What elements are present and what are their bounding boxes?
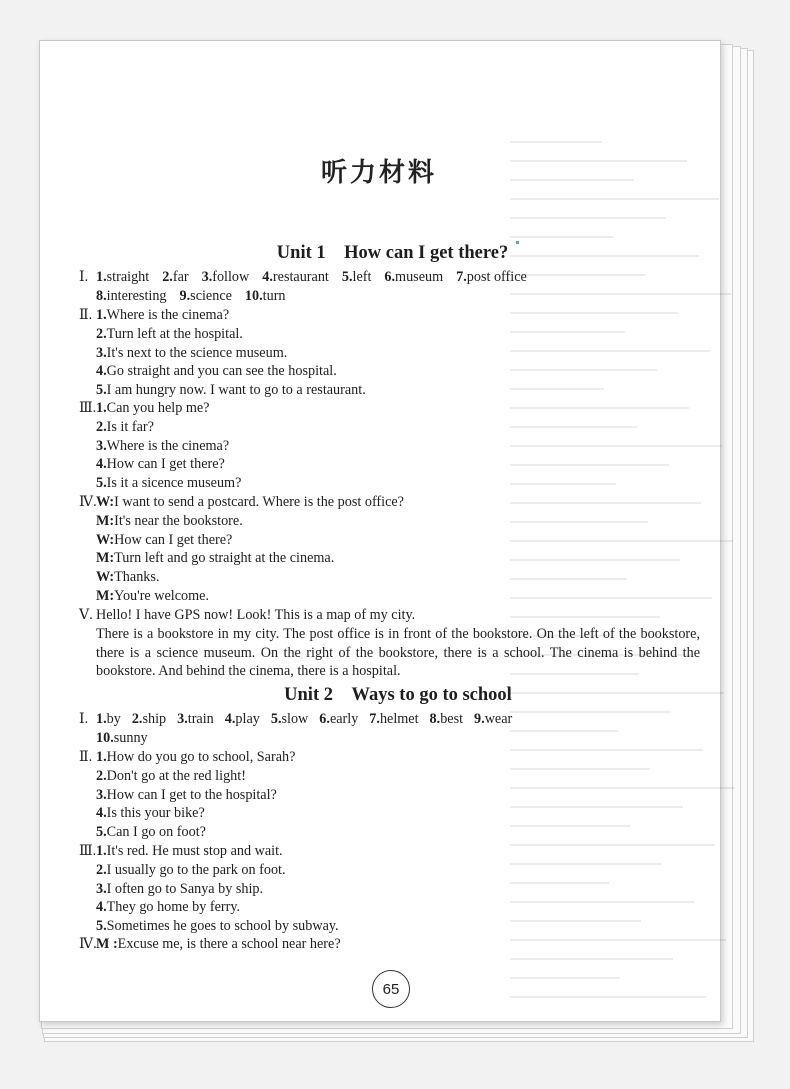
- item-text: best: [440, 711, 464, 727]
- item-text: Don't go at the red light!: [106, 767, 246, 784]
- item-text: train: [187, 711, 214, 727]
- item-number: 6.: [384, 269, 396, 285]
- item-number: 5.: [96, 824, 107, 841]
- dialogue-text: You're welcome.: [114, 587, 210, 604]
- item-text: They go home by ferry.: [106, 899, 241, 916]
- answer-word: [225, 710, 260, 729]
- answer-word: [262, 268, 329, 287]
- text-line: [79, 842, 700, 861]
- answer-word: [474, 710, 512, 729]
- text-line: [96, 568, 700, 587]
- answer-word: [96, 268, 149, 287]
- text-line: [96, 455, 700, 474]
- item-text: left: [352, 269, 372, 285]
- item-number: 8.: [429, 711, 441, 727]
- section-4: [79, 935, 700, 954]
- section-1: [79, 710, 700, 748]
- text-line: [79, 399, 700, 418]
- page-number: 65: [372, 970, 410, 1008]
- text-line: [96, 325, 700, 344]
- item-text: follow: [212, 269, 250, 285]
- dialogue-text: Turn left and go straight at the cinema.: [114, 550, 335, 567]
- text-line: [79, 748, 700, 767]
- decorative-mark: [516, 241, 519, 244]
- item-text: Is it far?: [106, 418, 154, 435]
- text-line: [79, 710, 700, 729]
- item-text: turn: [262, 287, 286, 304]
- answer-word: [271, 710, 308, 729]
- item-number: 7.: [456, 269, 467, 285]
- answer-word: [177, 710, 214, 729]
- item-number: 5.: [96, 918, 107, 935]
- section-numeral: Ⅱ.: [79, 749, 93, 765]
- item-number: 1.: [96, 711, 107, 727]
- text-line: [96, 861, 700, 880]
- section-3: [79, 399, 700, 493]
- answer-word: [384, 268, 443, 287]
- unit-title: Unit 2 Ways to go to school: [284, 685, 512, 705]
- item-number: 5.: [341, 269, 353, 285]
- text-line: [96, 531, 700, 550]
- item-number: 3.: [177, 711, 188, 727]
- item-number: 4.: [262, 269, 273, 285]
- item-number: 2.: [96, 861, 107, 878]
- text-line: [96, 381, 700, 400]
- item-text: science: [190, 287, 232, 304]
- passage-first-line: Hello! I have GPS now! Look! This is a map of my city.: [96, 607, 416, 623]
- text-line: [96, 287, 700, 306]
- dialogue-text: It's near the bookstore.: [114, 512, 243, 529]
- section-4: [79, 493, 700, 606]
- item-text: How can I get to the hospital?: [106, 786, 277, 803]
- item-number: 3.: [96, 880, 107, 897]
- text-line: [96, 418, 700, 437]
- item-text: It's next to the science museum.: [106, 344, 288, 361]
- answer-word: [96, 710, 121, 729]
- answer-word: [202, 268, 250, 287]
- item-number: 6.: [319, 711, 330, 727]
- item-number: 2.: [96, 325, 107, 342]
- text-line: [79, 606, 700, 625]
- item-text: Is it a sicence museum?: [106, 475, 242, 492]
- item-number: 1.: [96, 843, 107, 859]
- item-number: 2.: [96, 767, 107, 784]
- item-number: 9.: [179, 287, 191, 304]
- text-line: [79, 493, 700, 512]
- item-number: 2.: [131, 711, 143, 727]
- item-text: by: [106, 711, 121, 727]
- text-line: [79, 268, 700, 287]
- text-line: [96, 549, 700, 568]
- answer-word: [369, 710, 418, 729]
- section-numeral: Ⅲ.: [79, 843, 97, 859]
- section-5: [79, 606, 700, 681]
- item-number: 4.: [96, 899, 107, 916]
- item-number: 3.: [96, 344, 107, 361]
- item-text: ship: [142, 711, 167, 727]
- answer-word: [342, 268, 372, 287]
- item-number: 2.: [162, 269, 173, 285]
- passage-paragraph: There is a bookstore in my city. The post office is in front of the bookstore. On the left of the bookstore, there is a science museum. On the right of the bookstore, there is a school. The cinema is behind the bookstore. And behind the cinema, there is a hospital.: [96, 625, 700, 680]
- item-number: 5.: [96, 475, 107, 492]
- text-line: [96, 786, 700, 805]
- section-3: [79, 842, 700, 936]
- text-line: [96, 823, 700, 842]
- item-number: 2.: [96, 418, 107, 435]
- text-line: [96, 898, 700, 917]
- text-line: [96, 344, 700, 363]
- section-numeral: Ⅳ.: [79, 494, 97, 510]
- item-number: 5.: [96, 382, 107, 399]
- item-number: 9.: [474, 711, 485, 727]
- answer-word: [456, 268, 527, 287]
- page-title: 听力材料: [320, 158, 437, 188]
- item-text: post office: [466, 269, 527, 285]
- item-text: early: [329, 711, 359, 727]
- text-line: [96, 362, 700, 381]
- item-text: How do you go to school, Sarah?: [106, 749, 296, 765]
- speaker-label: W:: [96, 531, 115, 548]
- text-line: [96, 917, 700, 936]
- item-number: 10.: [96, 729, 114, 746]
- item-number: 1.: [96, 400, 107, 416]
- section-numeral: Ⅰ.: [79, 711, 89, 727]
- section-1: [79, 268, 700, 306]
- text-line: [79, 306, 700, 325]
- speaker-label: W:: [96, 569, 115, 586]
- answer-word: [430, 710, 464, 729]
- item-number: 3.: [96, 437, 107, 454]
- text-line: [79, 935, 700, 954]
- speaker-label: M:: [96, 587, 115, 604]
- item-number: 5.: [270, 711, 282, 727]
- item-text: Can you help me?: [106, 400, 210, 416]
- item-text: How can I get there?: [106, 456, 225, 473]
- item-text: Sometimes he goes to school by subway.: [106, 918, 339, 935]
- item-text: sunny: [113, 729, 148, 746]
- speaker-label: W:: [96, 494, 115, 510]
- section-numeral: Ⅱ.: [79, 307, 93, 323]
- item-text: I usually go to the park on foot.: [106, 861, 286, 878]
- item-text: wear: [484, 711, 513, 727]
- dialogue-text: How can I get there?: [114, 531, 233, 548]
- item-number: 4.: [96, 805, 107, 822]
- item-text: restaurant: [272, 269, 329, 285]
- unit-title: Unit 1 How can I get there?: [96, 241, 700, 265]
- text-line: [96, 880, 700, 899]
- item-text: Turn left at the hospital.: [106, 325, 243, 342]
- text-line: [96, 474, 700, 493]
- answer-word: [132, 710, 166, 729]
- answer-word: [162, 268, 188, 287]
- item-text: helmet: [379, 711, 419, 727]
- item-text: far: [172, 269, 189, 285]
- section-numeral: Ⅲ.: [79, 400, 97, 416]
- section-numeral: Ⅰ.: [79, 269, 89, 285]
- item-text: interesting: [106, 287, 167, 304]
- item-text: I am hungry now. I want to go to a restaurant.: [106, 382, 366, 399]
- item-number: 1.: [96, 749, 107, 765]
- item-text: Can I go on foot?: [106, 824, 206, 841]
- item-number: 1.: [96, 269, 107, 285]
- speaker-label: M:: [96, 512, 115, 529]
- text-line: [96, 512, 700, 531]
- speaker-label: M:: [96, 550, 115, 567]
- text-line: [96, 804, 700, 823]
- answer-word: [319, 710, 358, 729]
- item-number: 3.: [201, 269, 213, 285]
- item-text: I often go to Sanya by ship.: [106, 880, 264, 897]
- dialogue-text: I want to send a postcard. Where is the post office?: [114, 494, 404, 510]
- text-line: [96, 587, 700, 606]
- item-number: 7.: [369, 711, 380, 727]
- dialogue-text: Excuse me, is there a school near here?: [117, 936, 341, 952]
- item-number: 4.: [96, 363, 107, 380]
- answer-word: [245, 287, 286, 306]
- text-line: [96, 437, 700, 456]
- item-number: 4.: [224, 711, 236, 727]
- item-number: 8.: [96, 287, 107, 304]
- item-number: 3.: [96, 786, 107, 803]
- item-text: It's red. He must stop and wait.: [106, 843, 283, 859]
- item-text: straight: [106, 269, 150, 285]
- item-text: Where is the cinema?: [106, 437, 230, 454]
- item-text: museum: [395, 269, 444, 285]
- answer-word: [96, 287, 167, 306]
- item-text: Where is the cinema?: [106, 307, 230, 323]
- item-text: Go straight and you can see the hospital.: [106, 363, 337, 380]
- section-numeral: Ⅴ.: [79, 607, 93, 623]
- item-text: Is this your bike?: [106, 805, 205, 822]
- section-numeral: Ⅳ.: [79, 936, 97, 952]
- section-2: [79, 306, 700, 400]
- answer-word: [96, 729, 148, 748]
- section-2: [79, 748, 700, 842]
- speaker-label: M :: [96, 936, 118, 952]
- item-text: slow: [281, 711, 309, 727]
- text-line: [96, 767, 700, 786]
- item-number: 1.: [96, 307, 107, 323]
- item-number: 10.: [244, 287, 263, 304]
- item-number: 4.: [96, 456, 107, 473]
- item-text: play: [235, 711, 260, 727]
- text-line: [96, 729, 700, 748]
- dialogue-text: Thanks.: [114, 569, 160, 586]
- answer-word: [180, 287, 232, 306]
